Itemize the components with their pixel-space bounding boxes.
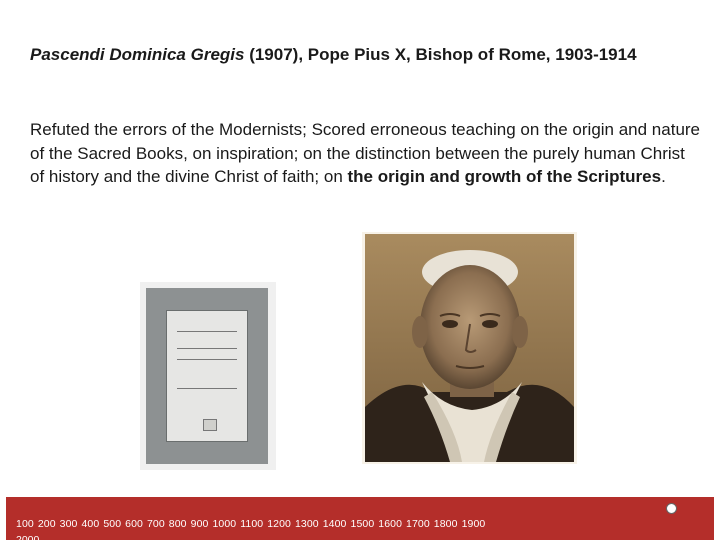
timeline-label: 500 bbox=[103, 518, 122, 530]
slide-body bbox=[30, 118, 700, 189]
body-text-bold: the origin and growth of the Scriptures bbox=[347, 167, 662, 186]
timeline-label: 900 bbox=[190, 518, 209, 530]
timeline-label: 1400 bbox=[322, 518, 347, 530]
slide-title bbox=[30, 42, 680, 67]
body-text-main: Refuted the errors of the Modernists; Scored erroneous teaching on the origin and nature of the Sacred Books, on inspiration; on the distinction between the purely human Christ of history and the divine Christ of faith; on bbox=[30, 120, 701, 186]
timeline-label: 800 bbox=[168, 518, 187, 530]
timeline-labels bbox=[16, 518, 716, 530]
body-text-end: . bbox=[661, 167, 666, 186]
timeline-label: 400 bbox=[81, 518, 100, 530]
timeline-label: 1800 bbox=[433, 518, 458, 530]
timeline-label: 1100 bbox=[240, 518, 264, 530]
timeline-label: 600 bbox=[125, 518, 143, 530]
portrait-illustration bbox=[362, 232, 577, 464]
timeline-label: 300 bbox=[59, 518, 78, 530]
timeline-label: 1200 bbox=[267, 518, 291, 530]
timeline-label: 1600 bbox=[378, 518, 403, 530]
book-cover bbox=[146, 288, 268, 464]
title-details: (1907), Pope Pius X, Bishop of Rome, 1903-1914 bbox=[244, 45, 637, 64]
timeline-label: 1700 bbox=[406, 518, 430, 530]
timeline-label: 1500 bbox=[350, 518, 375, 530]
timeline-label: 1000 bbox=[212, 518, 237, 530]
timeline-label-overflow: 2000 bbox=[16, 534, 40, 546]
book-cover-image bbox=[140, 282, 276, 470]
book-cover-label bbox=[166, 310, 248, 442]
timeline-label: 1900 bbox=[461, 518, 486, 530]
portrait-photo bbox=[362, 232, 577, 464]
timeline-label: 200 bbox=[37, 518, 56, 530]
timeline-label: 700 bbox=[146, 518, 165, 530]
timeline-marker bbox=[666, 503, 677, 514]
timeline-bar bbox=[6, 497, 714, 546]
document-name: Pascendi Dominica Gregis bbox=[30, 45, 245, 64]
timeline-label: 1300 bbox=[294, 518, 319, 530]
book-emblem-icon bbox=[203, 419, 217, 431]
timeline-label: 100 bbox=[16, 518, 34, 530]
